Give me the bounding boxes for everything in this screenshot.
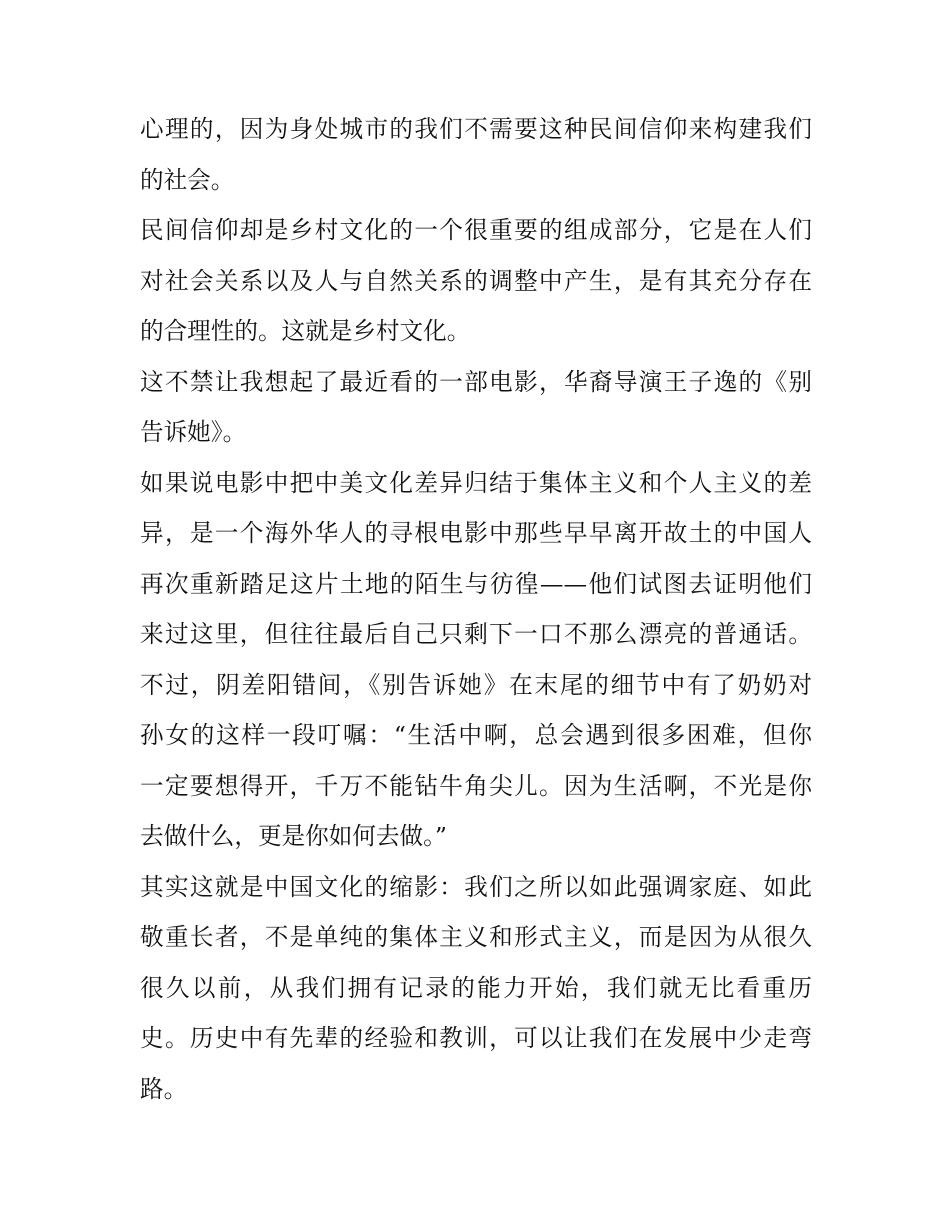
text-line: 民间信仰却是乡村文化的一个很重要的组成部分，它是在人们 (140, 216, 812, 244)
text-line: 不过，阴差阳错间，《别告诉她》在末尾的细节中有了奶奶对 (140, 670, 812, 699)
text-line: 的合理性的。这就是乡村文化。 (140, 317, 471, 345)
text-line: 敬重长者，不是单纯的集体主义和形式主义，而是因为从很久 (140, 923, 812, 951)
document-body (140, 104, 812, 1114)
text-line: 再次重新踏足这片土地的陌生与彷徨——他们试图去证明他们 (140, 569, 812, 598)
text-line: 孙女的这样一段叮嘱：“生活中啊，总会遇到很多困难，但你 (140, 721, 812, 749)
text-line: 很久以前，从我们拥有记录的能力开始，我们就无比看重历 (140, 973, 812, 1002)
text-line: 一定要想得开，千万不能钻牛角尖儿。因为生活啊，不光是你 (140, 771, 812, 800)
text-line: 对社会关系以及人与自然关系的调整中产生，是有其充分存在 (140, 266, 812, 295)
text-line: 来过这里，但往往最后自己只剩下一口不那么漂亮的普通话。 (140, 620, 812, 648)
text-line: 史。历史中有先辈的经验和教训，可以让我们在发展中少走弯 (140, 1024, 812, 1052)
text-line: 异，是一个海外华人的寻根电影中那些早早离开故土的中国人 (140, 519, 812, 547)
text-line: 去做什么，更是你如何去做。” (140, 822, 447, 850)
text-line: 其实这就是中国文化的缩影：我们之所以如此强调家庭、如此 (140, 872, 812, 901)
text-line: 如果说电影中把中美文化差异归结于集体主义和个人主义的差 (140, 468, 812, 497)
text-line: 心理的，因为身处城市的我们不需要这种民间信仰来构建我们 (140, 115, 812, 143)
text-line: 路。 (140, 1074, 188, 1103)
text-line: 这不禁让我想起了最近看的一部电影，华裔导演王子逸的《别 (140, 367, 812, 396)
text-line: 告诉她》。 (140, 418, 247, 446)
text-line: 的社会。 (140, 165, 235, 194)
